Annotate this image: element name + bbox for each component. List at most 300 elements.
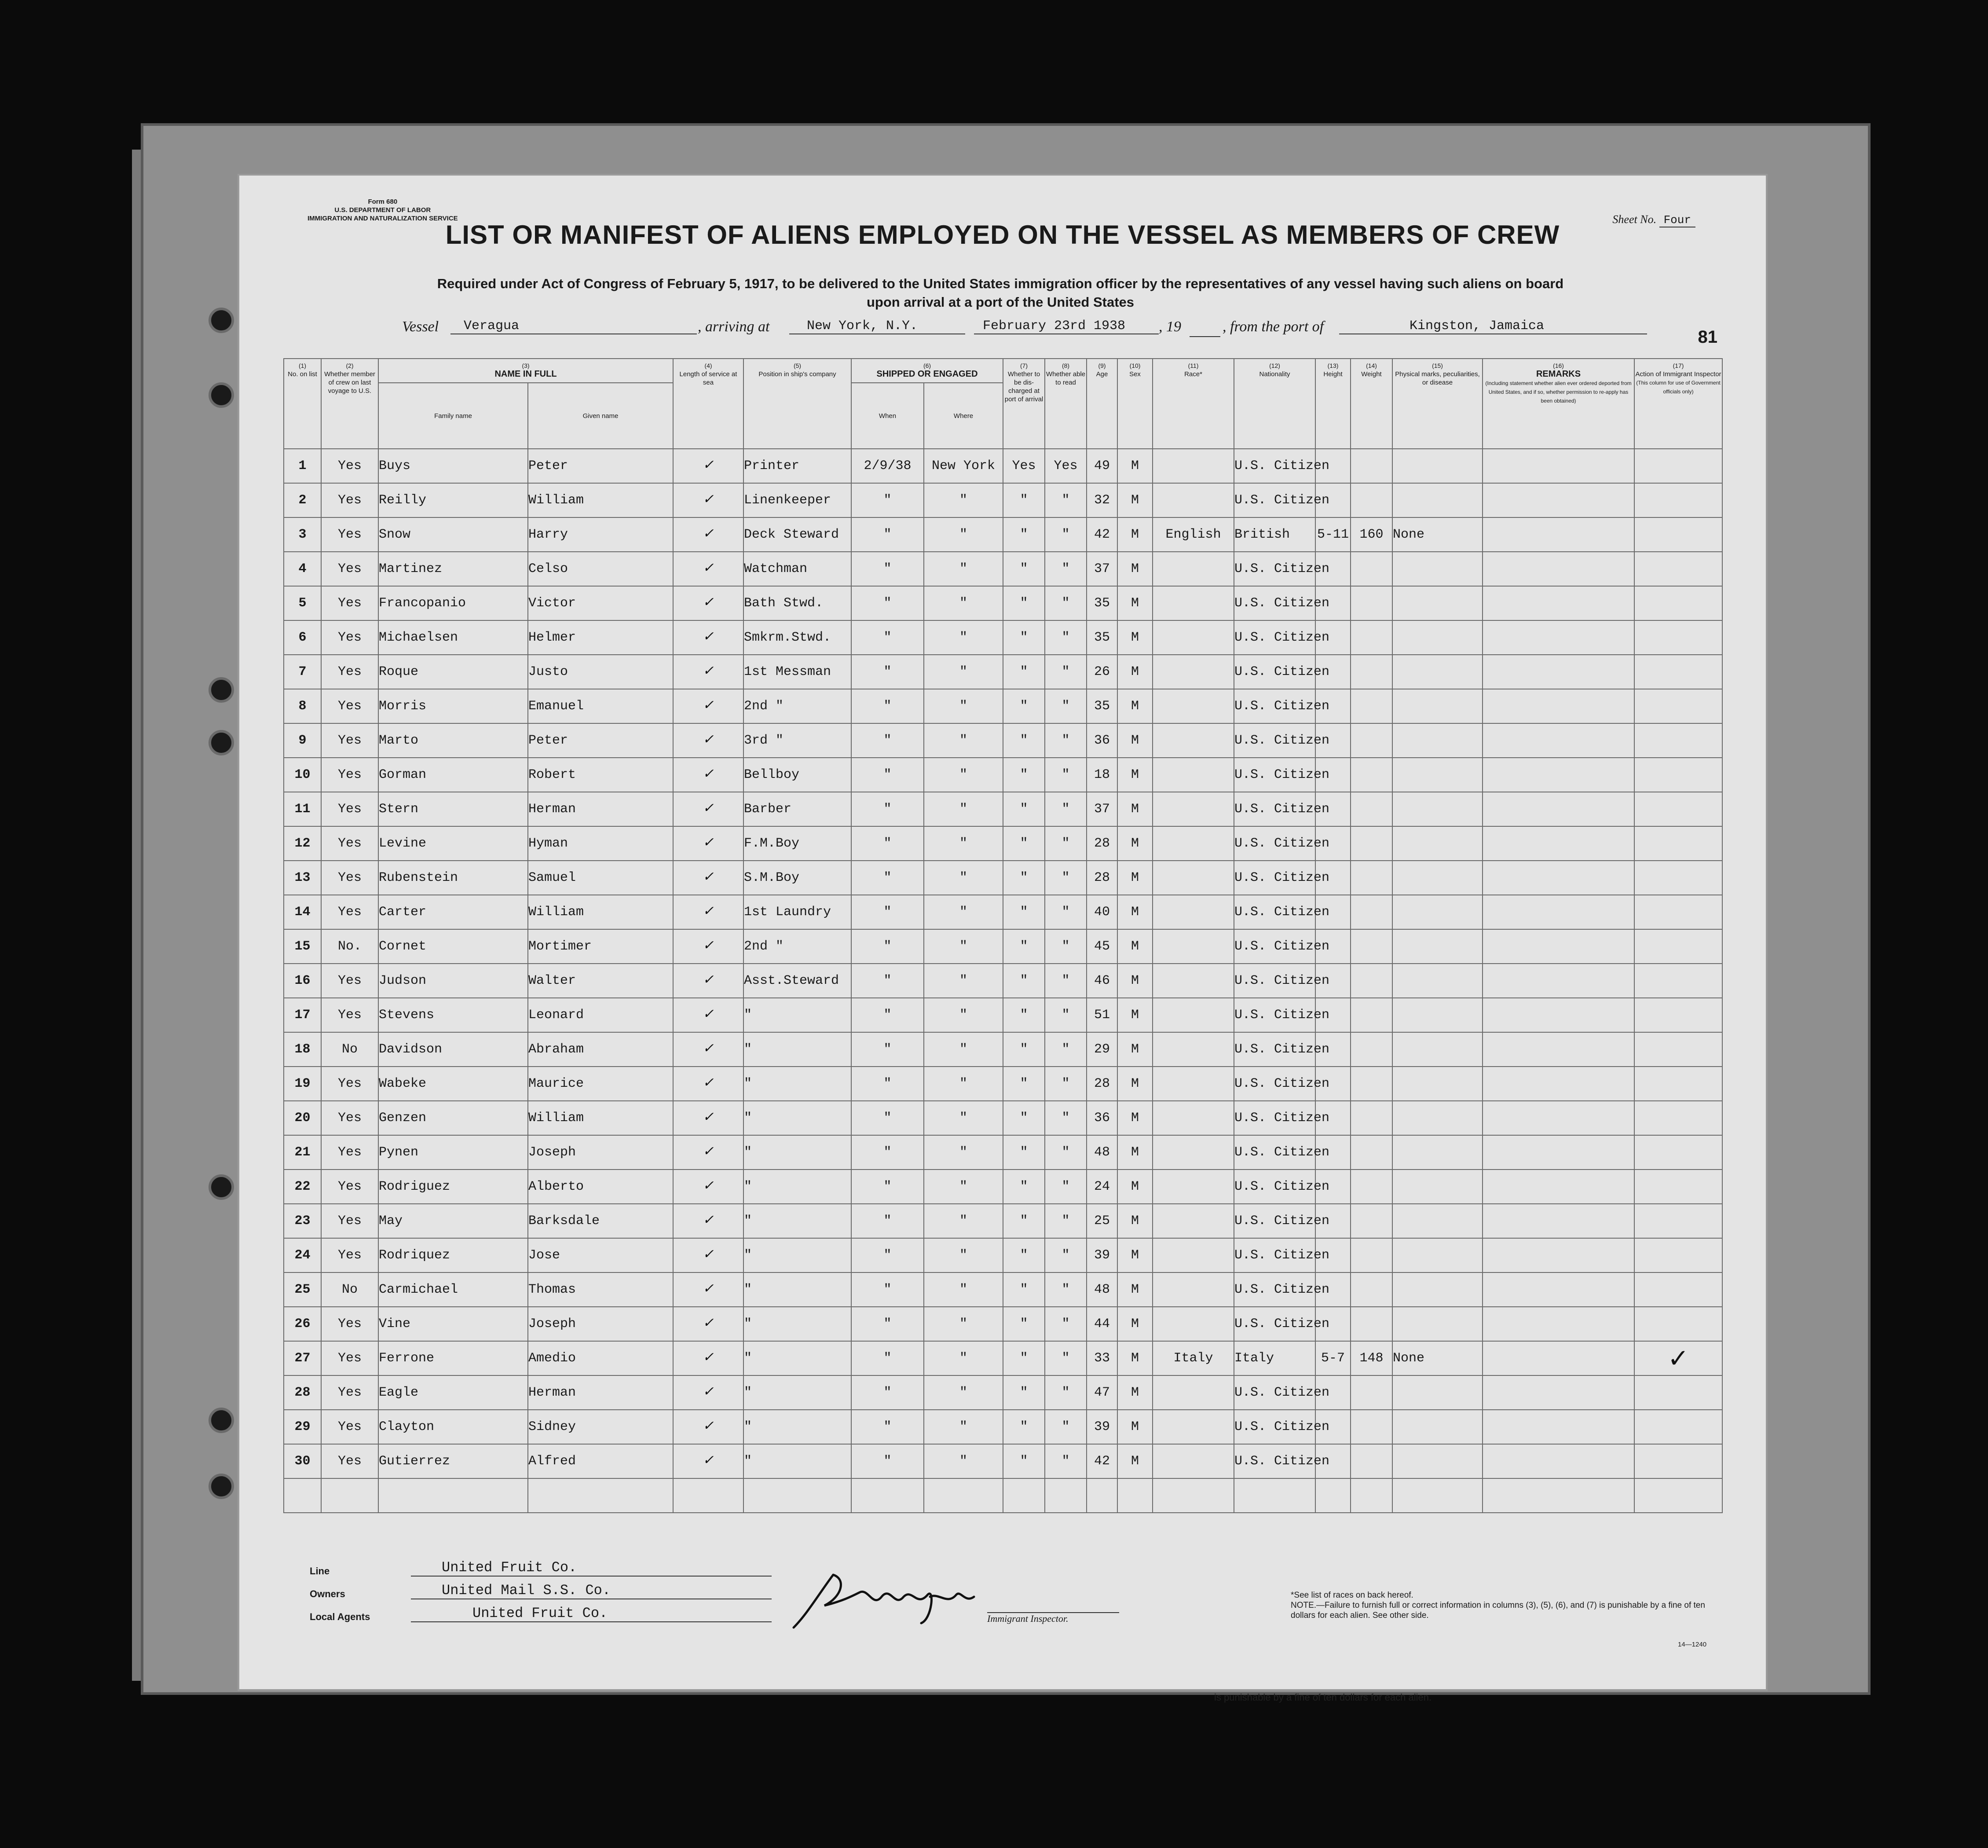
- remarks-cell: [1483, 620, 1634, 655]
- family-name-cell: Buys: [378, 449, 528, 483]
- row-number-cell: 30: [284, 1444, 321, 1478]
- to-be-discharged-cell: ": [1003, 1067, 1045, 1101]
- service-check-cell: [673, 517, 743, 552]
- check-mark-icon: ✓: [703, 630, 714, 645]
- table-row: [284, 689, 1722, 723]
- given-name-cell: Maurice: [528, 1067, 673, 1101]
- to-be-discharged-cell: ": [1003, 1444, 1045, 1478]
- position-cell: ": [743, 1067, 851, 1101]
- race-cell: [1153, 929, 1234, 964]
- weight-cell: [1351, 655, 1392, 689]
- to-be-discharged-cell: ": [1003, 1204, 1045, 1238]
- position-cell: ": [743, 1135, 851, 1170]
- shipped-where-cell: ": [924, 758, 1003, 792]
- service-check-cell: [673, 895, 743, 929]
- nationality-cell: U.S. Citizen: [1234, 758, 1315, 792]
- position-cell: ": [743, 1170, 851, 1204]
- family-name-cell: Wabeke: [378, 1067, 528, 1101]
- weight-cell: [1351, 861, 1392, 895]
- to-be-discharged-cell: ": [1003, 929, 1045, 964]
- nationality-cell: U.S. Citizen: [1234, 552, 1315, 586]
- col-last-voyage: (2) Whether member of crew on last voyage to U.S.: [321, 359, 378, 449]
- physical-marks-cell: None: [1392, 1341, 1483, 1375]
- shipped-where-cell: ": [924, 1101, 1003, 1135]
- inspector-action-cell: [1634, 758, 1722, 792]
- to-be-discharged-cell: ": [1003, 895, 1045, 929]
- sex-cell: M: [1117, 1238, 1153, 1272]
- table-row: [284, 1170, 1722, 1204]
- weight-cell: [1351, 998, 1392, 1032]
- inspector-action-cell: [1634, 449, 1722, 483]
- race-cell: [1153, 1375, 1234, 1410]
- physical-marks-cell: [1392, 998, 1483, 1032]
- to-be-discharged-cell: ": [1003, 1307, 1045, 1341]
- inspector-action-cell: [1634, 1375, 1722, 1410]
- family-name-cell: May: [378, 1204, 528, 1238]
- service-check-cell: [673, 1204, 743, 1238]
- service-check-cell: [673, 1307, 743, 1341]
- service-check-cell: [673, 1170, 743, 1204]
- to-be-discharged-cell: ": [1003, 620, 1045, 655]
- shipped-where-cell: ": [924, 826, 1003, 861]
- age-cell: 32: [1087, 483, 1117, 517]
- family-name-cell: Clayton: [378, 1410, 528, 1444]
- table-row: [284, 1135, 1722, 1170]
- check-mark-icon: ✓: [703, 1454, 714, 1469]
- position-cell: Bellboy: [743, 758, 851, 792]
- agents-label: Local Agents: [310, 1611, 370, 1622]
- nationality-cell: U.S. Citizen: [1234, 1444, 1315, 1478]
- service-check-cell: [673, 792, 743, 826]
- punch-hole: [209, 382, 234, 408]
- physical-marks-cell: [1392, 723, 1483, 758]
- shipped-where-cell: ": [924, 483, 1003, 517]
- inspector-action-cell: [1634, 723, 1722, 758]
- physical-marks-cell: [1392, 1444, 1483, 1478]
- given-name-cell: William: [528, 483, 673, 517]
- row-number-cell: 4: [284, 552, 321, 586]
- to-be-discharged-cell: ": [1003, 517, 1045, 552]
- inspector-action-cell: [1634, 655, 1722, 689]
- service-check-cell: [673, 1410, 743, 1444]
- check-mark-icon: ✓: [703, 1179, 714, 1194]
- service-check-cell: [673, 758, 743, 792]
- check-mark-icon: ✓: [703, 1008, 714, 1023]
- row-number-cell: 7: [284, 655, 321, 689]
- race-cell: [1153, 1032, 1234, 1067]
- shipped-when-cell: ": [851, 998, 924, 1032]
- remarks-cell: [1483, 655, 1634, 689]
- weight-cell: [1351, 1375, 1392, 1410]
- given-name-cell: Thomas: [528, 1272, 673, 1307]
- service-check-cell: [673, 483, 743, 517]
- service-check-cell: [673, 552, 743, 586]
- physical-marks-cell: [1392, 895, 1483, 929]
- row-number-cell: 28: [284, 1375, 321, 1410]
- age-cell: 49: [1087, 449, 1117, 483]
- row-number-cell: 12: [284, 826, 321, 861]
- check-mark-icon: ✓: [703, 561, 714, 576]
- physical-marks-cell: None: [1392, 517, 1483, 552]
- last-voyage-cell: No: [321, 1032, 378, 1067]
- row-number-cell: 20: [284, 1101, 321, 1135]
- row-number-cell: 9: [284, 723, 321, 758]
- table-row: [284, 758, 1722, 792]
- given-name-cell: Harry: [528, 517, 673, 552]
- inspector-action-cell: [1634, 1272, 1722, 1307]
- age-cell: 39: [1087, 1238, 1117, 1272]
- sex-cell: M: [1117, 895, 1153, 929]
- age-cell: 42: [1087, 517, 1117, 552]
- inspector-action-cell: [1634, 792, 1722, 826]
- weight-cell: [1351, 620, 1392, 655]
- inspector-signature: [780, 1566, 1088, 1636]
- weight-cell: [1351, 792, 1392, 826]
- family-name-cell: Carter: [378, 895, 528, 929]
- check-mark-icon: ✓: [703, 733, 714, 748]
- family-name-cell: Francopanio: [378, 586, 528, 620]
- to-be-discharged-cell: ": [1003, 723, 1045, 758]
- shipped-where-cell: ": [924, 1272, 1003, 1307]
- sex-cell: M: [1117, 1204, 1153, 1238]
- given-name-cell: Justo: [528, 655, 673, 689]
- given-name-cell: Walter: [528, 964, 673, 998]
- blank-cell: [1351, 1478, 1392, 1513]
- last-voyage-cell: Yes: [321, 792, 378, 826]
- row-number-cell: 21: [284, 1135, 321, 1170]
- position-cell: ": [743, 1204, 851, 1238]
- last-voyage-cell: Yes: [321, 758, 378, 792]
- shipped-when-cell: ": [851, 1238, 924, 1272]
- able-to-read-cell: ": [1045, 861, 1087, 895]
- row-number-cell: 18: [284, 1032, 321, 1067]
- age-cell: 44: [1087, 1307, 1117, 1341]
- weight-cell: [1351, 1307, 1392, 1341]
- height-cell: 5-11: [1315, 517, 1351, 552]
- sex-cell: M: [1117, 689, 1153, 723]
- age-cell: 35: [1087, 620, 1117, 655]
- able-to-read-cell: ": [1045, 1204, 1087, 1238]
- shipped-when-cell: ": [851, 1067, 924, 1101]
- family-name-cell: Levine: [378, 826, 528, 861]
- shipped-where-cell: ": [924, 517, 1003, 552]
- nationality-cell: U.S. Citizen: [1234, 895, 1315, 929]
- age-cell: 29: [1087, 1032, 1117, 1067]
- shipped-where-cell: ": [924, 929, 1003, 964]
- shipped-when-cell: ": [851, 861, 924, 895]
- weight-cell: [1351, 586, 1392, 620]
- race-cell: English: [1153, 517, 1234, 552]
- family-name-cell: Michaelsen: [378, 620, 528, 655]
- blank-cell: [1483, 1478, 1634, 1513]
- age-cell: 48: [1087, 1135, 1117, 1170]
- physical-marks-cell: [1392, 964, 1483, 998]
- age-cell: 28: [1087, 826, 1117, 861]
- physical-marks-cell: [1392, 586, 1483, 620]
- age-cell: 25: [1087, 1204, 1117, 1238]
- nationality-cell: U.S. Citizen: [1234, 1101, 1315, 1135]
- departure-port: Kingston, Jamaica: [1339, 319, 1647, 334]
- service-check-cell: [673, 1341, 743, 1375]
- table-row: [284, 552, 1722, 586]
- last-voyage-cell: Yes: [321, 1307, 378, 1341]
- remarks-cell: [1483, 586, 1634, 620]
- sex-cell: M: [1117, 1375, 1153, 1410]
- underlying-sheet-note: is punishable by a fine of ten dollars for each alien.: [1214, 1692, 1432, 1703]
- last-voyage-cell: Yes: [321, 1204, 378, 1238]
- able-to-read-cell: ": [1045, 929, 1087, 964]
- page-number: 81: [1698, 327, 1717, 347]
- shipped-when-cell: ": [851, 1341, 924, 1375]
- weight-cell: [1351, 689, 1392, 723]
- check-mark-icon: ✓: [703, 1316, 714, 1331]
- able-to-read-cell: ": [1045, 758, 1087, 792]
- race-cell: [1153, 1067, 1234, 1101]
- blank-cell: [743, 1478, 851, 1513]
- agents-value: United Fruit Co.: [411, 1605, 772, 1622]
- department-name: U.S. DEPARTMENT OF LABOR: [334, 206, 431, 214]
- table-row: [284, 998, 1722, 1032]
- table-row: [284, 964, 1722, 998]
- given-name-cell: Alberto: [528, 1170, 673, 1204]
- inspector-action-cell: [1634, 1444, 1722, 1478]
- last-voyage-cell: Yes: [321, 483, 378, 517]
- table-row: [284, 586, 1722, 620]
- shipped-when-cell: ": [851, 1135, 924, 1170]
- race-cell: [1153, 1101, 1234, 1135]
- col-height: (13) Height: [1315, 359, 1351, 449]
- page-subtitle: Required under Act of Congress of February 5, 1917, to be delivered to the United States immigration officer by the representatives of any vessel having such aliens on board upon arrival at a port of the United States: [437, 276, 1564, 310]
- able-to-read-cell: ": [1045, 517, 1087, 552]
- row-number-cell: 5: [284, 586, 321, 620]
- able-to-read-cell: Yes: [1045, 449, 1087, 483]
- nationality-cell: U.S. Citizen: [1234, 826, 1315, 861]
- race-cell: [1153, 586, 1234, 620]
- position-cell: ": [743, 1444, 851, 1478]
- check-mark-icon: ✓: [703, 527, 714, 542]
- last-voyage-cell: Yes: [321, 964, 378, 998]
- weight-cell: [1351, 1238, 1392, 1272]
- remarks-cell: [1483, 689, 1634, 723]
- remarks-cell: [1483, 1170, 1634, 1204]
- remarks-cell: [1483, 1375, 1634, 1410]
- given-name-cell: Leonard: [528, 998, 673, 1032]
- service-name: IMMIGRATION AND NATURALIZATION SERVICE: [308, 215, 458, 222]
- table-row: [284, 1410, 1722, 1444]
- able-to-read-cell: ": [1045, 1272, 1087, 1307]
- row-number-cell: 22: [284, 1170, 321, 1204]
- position-cell: ": [743, 1307, 851, 1341]
- weight-cell: [1351, 1032, 1392, 1067]
- able-to-read-cell: ": [1045, 792, 1087, 826]
- to-be-discharged-cell: ": [1003, 1272, 1045, 1307]
- physical-marks-cell: [1392, 655, 1483, 689]
- given-name-cell: Celso: [528, 552, 673, 586]
- inspector-action-cell: [1634, 586, 1722, 620]
- table-row: [284, 517, 1722, 552]
- shipped-where-cell: ": [924, 998, 1003, 1032]
- year-label: , 19: [1159, 319, 1181, 335]
- able-to-read-cell: ": [1045, 483, 1087, 517]
- check-mark-icon: ✓: [703, 493, 714, 508]
- given-name-cell: Sidney: [528, 1410, 673, 1444]
- table-row: [284, 1101, 1722, 1135]
- nationality-cell: U.S. Citizen: [1234, 723, 1315, 758]
- punch-hole: [209, 1408, 234, 1433]
- row-number-cell: 3: [284, 517, 321, 552]
- family-name-cell: Martinez: [378, 552, 528, 586]
- to-be-discharged-cell: ": [1003, 689, 1045, 723]
- row-number-cell: 14: [284, 895, 321, 929]
- inspector-action-cell: [1634, 964, 1722, 998]
- check-mark-icon: ✓: [703, 596, 714, 611]
- physical-marks-cell: [1392, 1410, 1483, 1444]
- position-cell: 1st Messman: [743, 655, 851, 689]
- blank-cell: [1234, 1478, 1315, 1513]
- nationality-cell: U.S. Citizen: [1234, 689, 1315, 723]
- remarks-cell: [1483, 1204, 1634, 1238]
- row-number-cell: 23: [284, 1204, 321, 1238]
- table-row: [284, 1238, 1722, 1272]
- inspector-action-cell: [1634, 1341, 1722, 1375]
- physical-marks-cell: [1392, 1032, 1483, 1067]
- col-where: Where: [924, 383, 1003, 449]
- race-footnote: *See list of races on back hereof.: [1291, 1591, 1413, 1600]
- line-value: United Fruit Co.: [411, 1559, 772, 1577]
- given-name-cell: Abraham: [528, 1032, 673, 1067]
- inspector-action-cell: [1634, 861, 1722, 895]
- voyage-details: [402, 319, 1678, 341]
- physical-marks-cell: [1392, 792, 1483, 826]
- form-number: Form 680: [368, 198, 398, 205]
- row-number-cell: 19: [284, 1067, 321, 1101]
- check-mark-icon: ✓: [703, 802, 714, 817]
- age-cell: 36: [1087, 1101, 1117, 1135]
- punch-hole: [209, 1474, 234, 1499]
- position-cell: ": [743, 998, 851, 1032]
- last-voyage-cell: Yes: [321, 449, 378, 483]
- blank-cell: [378, 1478, 528, 1513]
- age-cell: 37: [1087, 552, 1117, 586]
- inspector-action-cell: [1634, 552, 1722, 586]
- last-voyage-cell: Yes: [321, 1341, 378, 1375]
- given-name-cell: Joseph: [528, 1135, 673, 1170]
- sex-cell: M: [1117, 1135, 1153, 1170]
- nationality-cell: U.S. Citizen: [1234, 1410, 1315, 1444]
- race-cell: [1153, 620, 1234, 655]
- sex-cell: M: [1117, 1067, 1153, 1101]
- to-be-discharged-cell: ": [1003, 1375, 1045, 1410]
- remarks-cell: [1483, 1307, 1634, 1341]
- to-be-discharged-cell: ": [1003, 792, 1045, 826]
- race-cell: [1153, 689, 1234, 723]
- sex-cell: M: [1117, 586, 1153, 620]
- penalty-note: NOTE.—Failure to furnish full or correct information in columns (3), (5), (6), and (7) is punishable by a fine of ten dollars for each alien. See other side.: [1291, 1601, 1705, 1620]
- table-row: [284, 1272, 1722, 1307]
- physical-marks-cell: [1392, 826, 1483, 861]
- inspector-action-cell: [1634, 1170, 1722, 1204]
- service-check-cell: [673, 586, 743, 620]
- sex-cell: M: [1117, 929, 1153, 964]
- shipped-when-cell: ": [851, 895, 924, 929]
- blank-cell: [1003, 1478, 1045, 1513]
- table-row: [284, 929, 1722, 964]
- service-check-cell: [673, 1135, 743, 1170]
- physical-marks-cell: [1392, 929, 1483, 964]
- sex-cell: M: [1117, 655, 1153, 689]
- age-cell: 33: [1087, 1341, 1117, 1375]
- col-list-number: (1) No. on list: [284, 359, 321, 449]
- family-name-cell: Snow: [378, 517, 528, 552]
- punch-hole: [209, 677, 234, 703]
- inspector-action-cell: [1634, 517, 1722, 552]
- inspector-action-cell: [1634, 929, 1722, 964]
- race-cell: [1153, 758, 1234, 792]
- able-to-read-cell: ": [1045, 1101, 1087, 1135]
- shipped-where-cell: ": [924, 1444, 1003, 1478]
- blank-cell: [1392, 1478, 1483, 1513]
- nationality-cell: U.S. Citizen: [1234, 1204, 1315, 1238]
- sex-cell: M: [1117, 758, 1153, 792]
- race-cell: [1153, 1135, 1234, 1170]
- position-cell: Bath Stwd.: [743, 586, 851, 620]
- page-title: LIST OR MANIFEST OF ALIENS EMPLOYED ON THE VESSEL AS MEMBERS OF CREW: [445, 220, 1560, 249]
- to-be-discharged-cell: ": [1003, 1238, 1045, 1272]
- family-name-cell: Gutierrez: [378, 1444, 528, 1478]
- shipped-when-cell: ": [851, 792, 924, 826]
- physical-marks-cell: [1392, 1101, 1483, 1135]
- shipped-when-cell: ": [851, 1032, 924, 1067]
- race-cell: Italy: [1153, 1341, 1234, 1375]
- last-voyage-cell: Yes: [321, 1375, 378, 1410]
- last-voyage-cell: Yes: [321, 826, 378, 861]
- table-row: [284, 895, 1722, 929]
- col-name-in-full: (3) NAME IN FULL: [378, 359, 673, 383]
- position-cell: ": [743, 1238, 851, 1272]
- race-cell: [1153, 792, 1234, 826]
- family-name-cell: Genzen: [378, 1101, 528, 1135]
- race-cell: [1153, 1238, 1234, 1272]
- blank-cell: [1315, 1478, 1351, 1513]
- nationality-cell: U.S. Citizen: [1234, 1238, 1315, 1272]
- to-be-discharged-cell: ": [1003, 586, 1045, 620]
- last-voyage-cell: Yes: [321, 1410, 378, 1444]
- nationality-cell: U.S. Citizen: [1234, 861, 1315, 895]
- inspector-action-cell: [1634, 1204, 1722, 1238]
- check-mark-icon: ✓: [703, 699, 714, 714]
- blank-cell: [673, 1478, 743, 1513]
- race-cell: [1153, 964, 1234, 998]
- table-row: [284, 1307, 1722, 1341]
- race-cell: [1153, 895, 1234, 929]
- position-cell: S.M.Boy: [743, 861, 851, 895]
- inspector-label: Immigrant Inspector.: [987, 1612, 1119, 1624]
- nationality-cell: U.S. Citizen: [1234, 483, 1315, 517]
- nationality-cell: U.S. Citizen: [1234, 620, 1315, 655]
- able-to-read-cell: ": [1045, 1341, 1087, 1375]
- physical-marks-cell: [1392, 1067, 1483, 1101]
- age-cell: 36: [1087, 723, 1117, 758]
- position-cell: Barber: [743, 792, 851, 826]
- position-cell: F.M.Boy: [743, 826, 851, 861]
- shipped-where-cell: ": [924, 1170, 1003, 1204]
- age-cell: 51: [1087, 998, 1117, 1032]
- inspector-action-cell: [1634, 1410, 1722, 1444]
- blank-cell: [1087, 1478, 1117, 1513]
- remarks-cell: [1483, 1410, 1634, 1444]
- check-mark-icon: ✓: [703, 1282, 714, 1297]
- weight-cell: [1351, 1444, 1392, 1478]
